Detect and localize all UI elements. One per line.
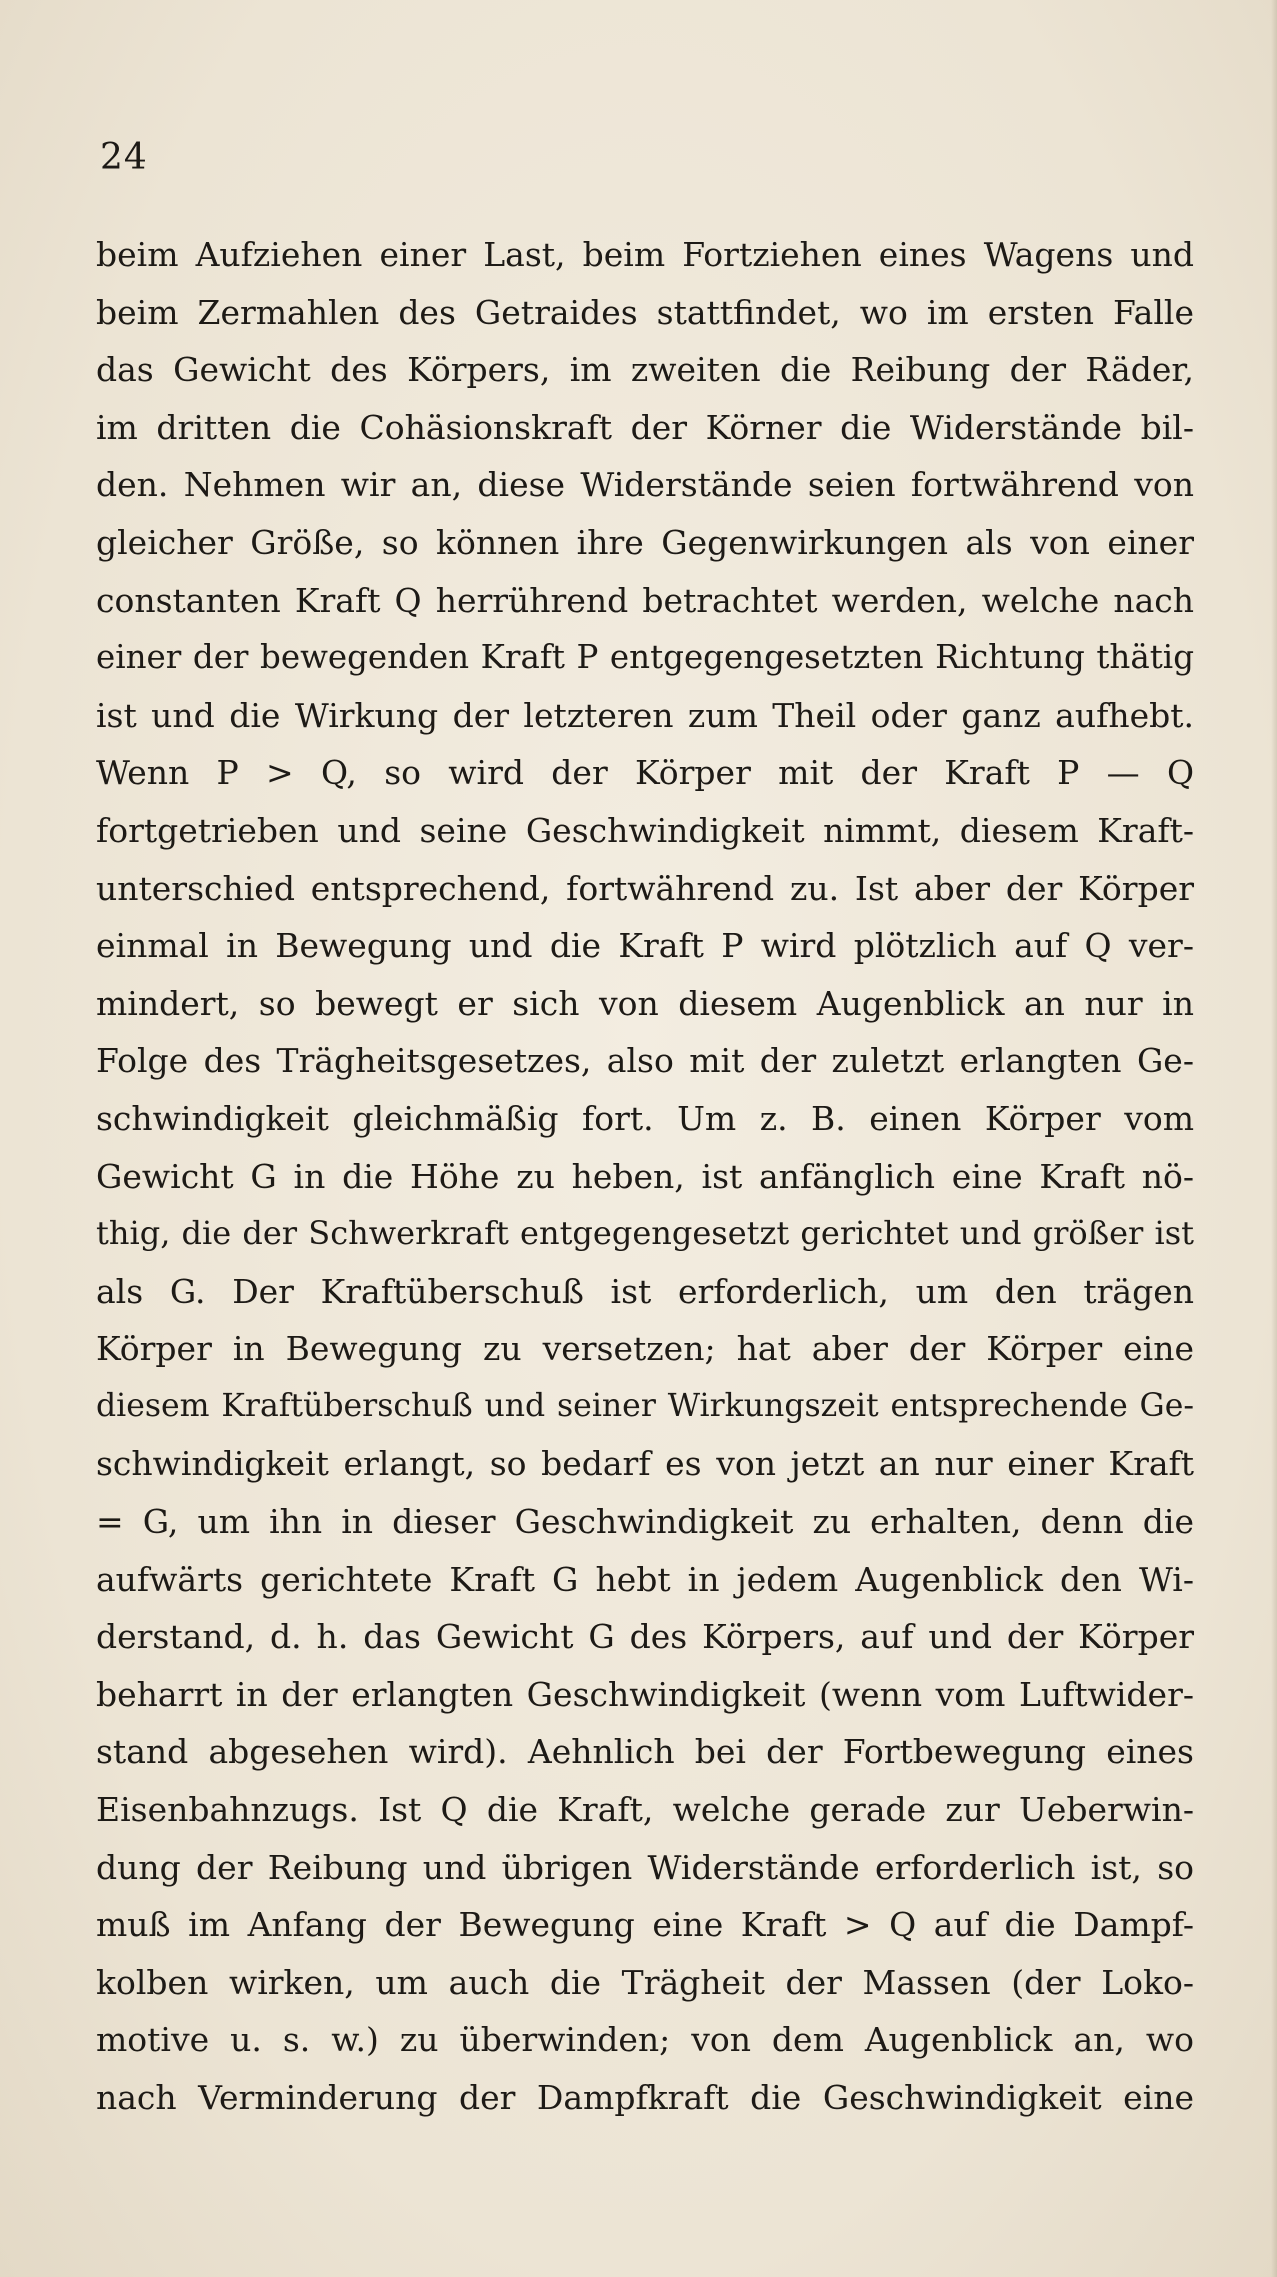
text-line: schwindigkeit gleichmäßig fort. Um z. B. einen Körper vom — [96, 1098, 1194, 1138]
text-line: das Gewicht des Körpers, im zweiten die Reibung der Räder, — [96, 350, 1194, 390]
text-line: den. Nehmen wir an, diese Widerstände seien fortwährend von — [96, 465, 1194, 505]
text-line: motive u. s. w.) zu überwinden; von dem Augenblick an, wo — [96, 2020, 1194, 2060]
text-line: kolben wirken, um auch die Trägheit der Massen (der Loko- — [96, 1962, 1194, 2002]
text-line: dung der Reibung und übrigen Widerstände erforderlich ist, so — [96, 1847, 1194, 1887]
text-line: im dritten die Cohäsionskraft der Körner die Widerstände bil- — [96, 407, 1194, 447]
text-line: Wenn P > Q, so wird der Körper mit der Kraft P — Q — [96, 753, 1194, 793]
text-line: derstand, d. h. das Gewicht G des Körpers, auf und der Körper — [96, 1617, 1194, 1657]
text-line: beim Aufziehen einer Last, beim Fortziehen eines Wagens und — [96, 235, 1194, 274]
text-line: unterschied entsprechend, fortwährend zu. Ist aber der Körper — [96, 868, 1194, 908]
text-line: constanten Kraft Q herrührend betrachtet werden, welche nach — [96, 580, 1194, 620]
text-line: beharrt in der erlangten Geschwindigkeit (wenn vom Luftwider- — [96, 1674, 1194, 1714]
text-line: stand abgesehen wird). Aehnlich bei der Fortbewegung eines — [96, 1732, 1194, 1772]
text-line: aufwärts gerichtete Kraft G hebt in jedem Augenblick den Wi- — [96, 1559, 1194, 1599]
page-number: 24 — [100, 137, 148, 178]
text-line: schwindigkeit erlangt, so bedarf es von jetzt an nur einer Kraft — [96, 1444, 1194, 1484]
text-line: = G, um ihn in dieser Geschwindigkeit zu erhalten, denn die — [96, 1502, 1194, 1542]
text-line: einer der bewegenden Kraft P entgegengesetzten Richtung thätig — [96, 638, 1194, 677]
text-line: diesem Kraftüberschuß und seiner Wirkungszeit entsprechende Ge- — [96, 1387, 1194, 1424]
page-edge-shadow — [1271, 0, 1277, 2277]
text-line: einmal in Bewegung und die Kraft P wird plötzlich auf Q ver- — [96, 926, 1194, 966]
text-line: muß im Anfang der Bewegung eine Kraft > Q auf die Dampf- — [96, 1905, 1194, 1945]
text-line: Gewicht G in die Höhe zu heben, ist anfänglich eine Kraft nö- — [96, 1156, 1194, 1196]
text-line: beim Zermahlen des Getraides stattfindet, wo im ersten Falle — [96, 292, 1194, 332]
text-line: gleicher Größe, so können ihre Gegenwirkungen als von einer — [96, 522, 1194, 562]
text-line: nach Verminderung der Dampfkraft die Geschwindigkeit eine — [96, 2078, 1194, 2117]
body-text — [96, 226, 1194, 2127]
text-line: mindert, so bewegt er sich von diesem Augenblick an nur in — [96, 983, 1194, 1023]
text-line: ist und die Wirkung der letzteren zum Theil oder ganz aufhebt. — [96, 695, 1194, 735]
text-line: thig, die der Schwerkraft entgegengesetzt gerichtet und größer ist — [96, 1214, 1194, 1253]
text-line: Körper in Bewegung zu versetzen; hat aber der Körper eine — [96, 1329, 1194, 1369]
text-line: fortgetrieben und seine Geschwindigkeit nimmt, diesem Kraft- — [96, 810, 1194, 850]
text-line: Folge des Trägheitsgesetzes, also mit der zuletzt erlangten Ge- — [96, 1041, 1194, 1081]
text-line: Eisenbahnzugs. Ist Q die Kraft, welche gerade zur Ueberwin- — [96, 1790, 1194, 1830]
text-line: als G. Der Kraftüberschuß ist erforderlich, um den trägen — [96, 1271, 1194, 1311]
